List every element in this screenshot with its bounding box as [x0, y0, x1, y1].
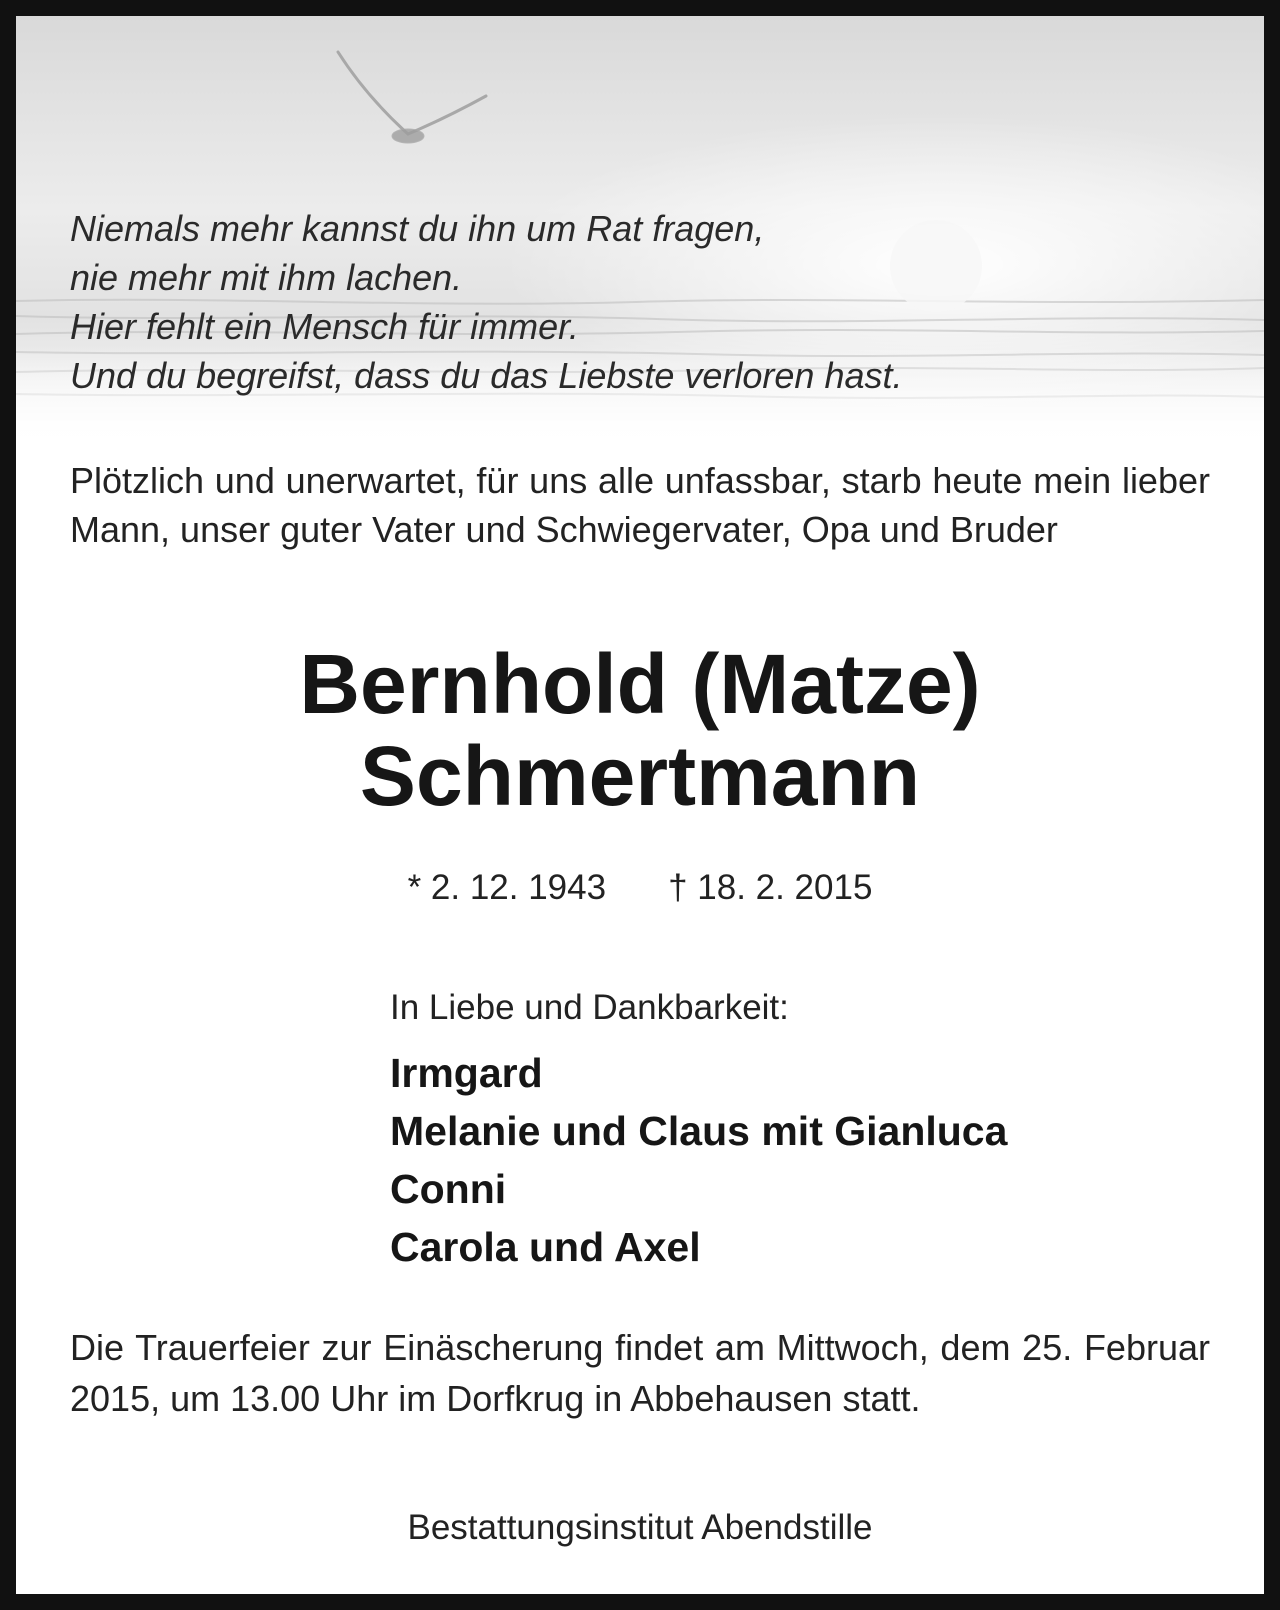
death-date: † 18. 2. 2015: [668, 868, 873, 907]
mourner-name: Irmgard: [390, 1050, 543, 1096]
deceased-name-line2: Schmertmann: [359, 729, 921, 823]
poem-line: nie mehr mit ihm lachen.: [70, 257, 463, 298]
mourner-name: Carola und Axel: [390, 1224, 701, 1270]
deceased-name: [16, 638, 1264, 822]
memorial-poem: [70, 204, 1220, 400]
mourner-name: Conni: [390, 1166, 507, 1212]
funeral-service-info: Die Trauerfeier zur Einäscherung findet am Mittwoch, dem 25. Februar 2015, um 13.00 Uhr im Dorfkrug in Abbehausen statt.: [70, 1327, 1210, 1419]
poem-line: Hier fehlt ein Mensch für immer.: [70, 306, 579, 347]
deceased-name-line1: Bernhold (Matze): [299, 637, 981, 731]
mourner-name: Melanie und Claus mit Gianluca: [390, 1108, 1008, 1154]
life-dates: [16, 868, 1264, 908]
mourners-intro: In Liebe und Dankbarkeit:: [390, 988, 789, 1027]
poem-line: Und du begreifst, dass du das Liebste verloren hast.: [70, 355, 903, 396]
poem-line: Niemals mehr kannst du ihn um Rat fragen,: [70, 208, 765, 249]
mourners-list: [390, 1044, 1007, 1276]
funeral-home: Bestattungsinstitut Abendstille: [407, 1508, 873, 1547]
announcement-text: Plötzlich und unerwartet, für uns alle unfassbar, starb heute mein lieber Mann, unser guter Vater und Schwiegervater, Opa und Bruder: [70, 460, 1210, 550]
birth-date: * 2. 12. 1943: [407, 868, 607, 907]
